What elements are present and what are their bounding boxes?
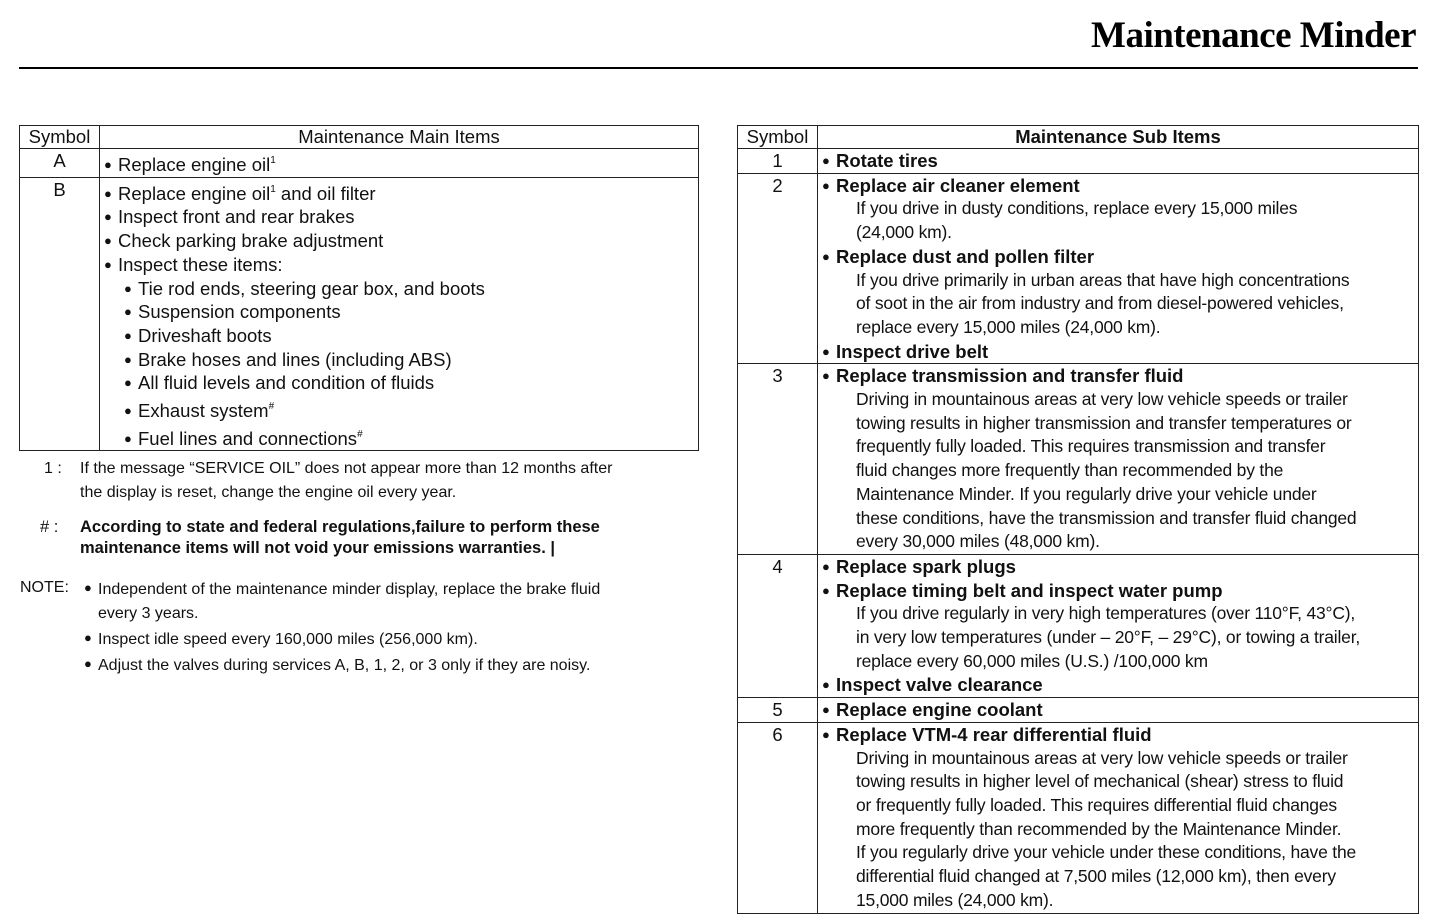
item-description: (24,000 km). [856,222,952,243]
list-item [100,300,698,324]
item-description: fluid changes more frequently than recommended by the [856,460,1284,481]
item-text: Brake hoses and lines (including ABS) [138,348,452,370]
bullet-icon: ● [104,233,112,249]
note-item [84,652,600,678]
bullet-icon: ● [124,327,132,343]
note-text: Adjust the valves during services A, B, 1, 2, or 3 only if they are noisy. [98,657,591,674]
bullet-icon: ● [822,582,830,598]
item-description: these conditions, have the transmission and transfer fluid changed [856,507,1357,528]
footnote-text: the display is reset, change the engine oil every year. [80,484,457,501]
column-header-symbol: Symbol [738,126,818,149]
bullet-icon: ● [822,177,830,193]
item-text: Exhaust system [138,400,269,422]
note-list [84,576,600,678]
symbol-cell: 2 [738,173,818,364]
footnote-ref: 1 [270,155,276,166]
bullet-icon: ● [84,656,92,671]
bullet-icon: ● [822,702,830,718]
list-item [818,579,1418,603]
bullet-icon: ● [104,209,112,225]
item-title: Replace dust and pollen filter [836,245,1095,267]
table-row [20,149,699,178]
table-row [738,173,1419,364]
list-item [100,395,698,423]
item-title: Replace VTM-4 rear differential fluid [836,723,1152,745]
note-item [84,576,600,626]
list-item [818,698,1418,722]
items-cell [818,722,1419,913]
footnote-text: According to state and federal regulations,failure to perform these [80,518,600,536]
symbol-cell: 6 [738,722,818,913]
footnote-ref: # [268,401,275,413]
symbol-cell: 1 [738,149,818,174]
item-text: Replace engine oil [118,154,271,175]
note-text: every 3 years. [98,605,199,622]
item-description: more frequently than recommended by the Maintenance Minder. [856,818,1342,839]
item-text: Suspension components [138,301,341,323]
list-item [100,149,698,177]
bullet-icon: ● [84,580,92,595]
list-item [100,277,698,301]
list-item [818,673,1418,697]
note-label: NOTE: [20,579,69,596]
title-divider [19,67,1418,69]
bullet-icon: ● [124,403,132,419]
footnote-hash [20,517,700,563]
symbol-cell: B [20,177,100,451]
bullet-icon: ● [822,677,830,693]
item-title: Replace transmission and transfer fluid [836,365,1184,387]
list-item [100,253,698,277]
bullet-icon: ● [124,304,132,320]
footnote-ref: 1 [270,183,276,195]
list-item [818,364,1418,388]
footnote-1 [20,457,700,507]
bullet-icon: ● [822,558,830,574]
list-item [818,723,1418,747]
main-items-table [19,125,699,451]
list-item [818,340,1418,364]
item-description: differential fluid changed at 7,500 miles (12,000 km), then every [856,866,1336,887]
item-text: Inspect these items: [118,253,283,275]
list-item [100,324,698,348]
footnote-text: maintenance items will not void your emissions warranties. | [80,539,556,557]
item-description: frequently fully loaded. This requires transmission and transfer [856,436,1326,457]
item-title: Replace spark plugs [836,555,1016,577]
item-description: If you drive in dusty conditions, replace every 15,000 miles [856,198,1298,219]
footnote-marker: 1 : [44,460,62,477]
item-text-continued: and oil filter [275,182,376,204]
item-text: All fluid levels and condition of fluids [138,372,435,394]
item-description: Driving in mountainous areas at very low vehicle speeds or trailer [856,389,1348,410]
item-text: Inspect front and rear brakes [118,206,355,228]
item-title: Inspect valve clearance [836,674,1043,696]
list-item [818,555,1418,579]
item-text: Tie rod ends, steering gear box, and boots [138,277,485,299]
item-description: towing results in higher transmission and transfer temperatures or [856,412,1352,433]
bullet-icon: ● [822,248,830,264]
item-description: Maintenance Minder. If you regularly drive your vehicle under [856,483,1317,504]
item-text: Check parking brake adjustment [118,230,384,252]
item-text: Driveshaft boots [138,324,272,346]
bullet-icon: ● [124,430,132,446]
item-description: Driving in mountainous areas at very low vehicle speeds or trailer [856,747,1348,768]
bullet-icon: ● [124,375,132,391]
item-title: Replace engine coolant [836,699,1043,721]
table-row [738,722,1419,913]
item-description: 15,000 miles (24,000 km). [856,889,1054,910]
bullet-icon: ● [104,256,112,272]
bullet-icon: ● [84,630,92,645]
bullet-icon: ● [124,280,132,296]
list-item [100,178,698,206]
bullet-icon: ● [822,153,830,168]
column-header-main-items: Maintenance Main Items [100,126,699,149]
note-text: Independent of the maintenance minder display, replace the brake fluid [98,581,601,598]
table-row [738,698,1419,723]
bullet-icon: ● [104,157,112,172]
items-cell [818,698,1419,723]
bullet-icon: ● [822,368,830,384]
list-item [818,174,1418,198]
item-description: replace every 15,000 miles (24,000 km). [856,316,1161,337]
item-text: Fuel lines and connections [138,427,358,449]
footnote-marker: # : [40,518,59,536]
column-header-symbol: Symbol [20,126,100,149]
table-row [738,364,1419,555]
items-cell [818,149,1419,174]
item-description: If you regularly drive your vehicle under these conditions, have the [856,842,1357,863]
list-item [100,371,698,395]
items-cell [100,149,699,178]
list-item [100,205,698,229]
item-description: or frequently fully loaded. This requires differential fluid changes [856,794,1337,815]
item-description: in very low temperatures (under – 20°F, – 29°C), or towing a trailer, [856,627,1361,648]
table-header-row [738,126,1419,149]
item-description: towing results in higher level of mechanical (shear) stress to fluid [856,771,1344,792]
symbol-cell: A [20,149,100,178]
item-description: If you drive primarily in urban areas that have high concentrations [856,269,1350,290]
list-item [100,423,698,451]
note-item [84,626,600,652]
item-description: If you drive regularly in very high temperatures (over 110°F, 43°C), [856,603,1356,624]
symbol-cell: 3 [738,364,818,555]
footnote-ref: # [357,428,363,440]
sub-items-table [737,125,1419,914]
table-row [738,554,1419,697]
table-header-row [20,126,699,149]
bullet-icon: ● [104,185,112,201]
items-cell [818,554,1419,697]
items-cell [100,177,699,451]
list-item [100,229,698,253]
item-title: Inspect drive belt [836,340,989,362]
items-cell [818,364,1419,555]
bullet-icon: ● [124,351,132,367]
symbol-cell: 4 [738,554,818,697]
item-text: Replace engine oil [118,182,271,204]
item-title: Rotate tires [836,150,938,171]
bullet-icon: ● [822,343,830,359]
page-title: Maintenance Minder [1091,15,1416,56]
item-title: Replace timing belt and inspect water pump [836,579,1223,601]
item-description: every 30,000 miles (48,000 km). [856,531,1100,552]
note-text: Inspect idle speed every 160,000 miles (256,000 km). [98,631,478,648]
item-title: Replace air cleaner element [836,174,1080,196]
symbol-cell: 5 [738,698,818,723]
footnote-text: If the message “SERVICE OIL” does not appear more than 12 months after [80,460,613,477]
item-description: of soot in the air from industry and from diesel-powered vehicles, [856,293,1344,314]
table-row [20,177,699,451]
column-header-sub-items: Maintenance Sub Items [818,126,1419,149]
bullet-icon: ● [822,726,830,742]
table-row [738,149,1419,174]
list-item [818,149,1418,173]
items-cell [818,173,1419,364]
list-item [818,245,1418,269]
list-item [100,348,698,372]
item-description: replace every 60,000 miles (U.S.) /100,000 km [856,650,1208,671]
